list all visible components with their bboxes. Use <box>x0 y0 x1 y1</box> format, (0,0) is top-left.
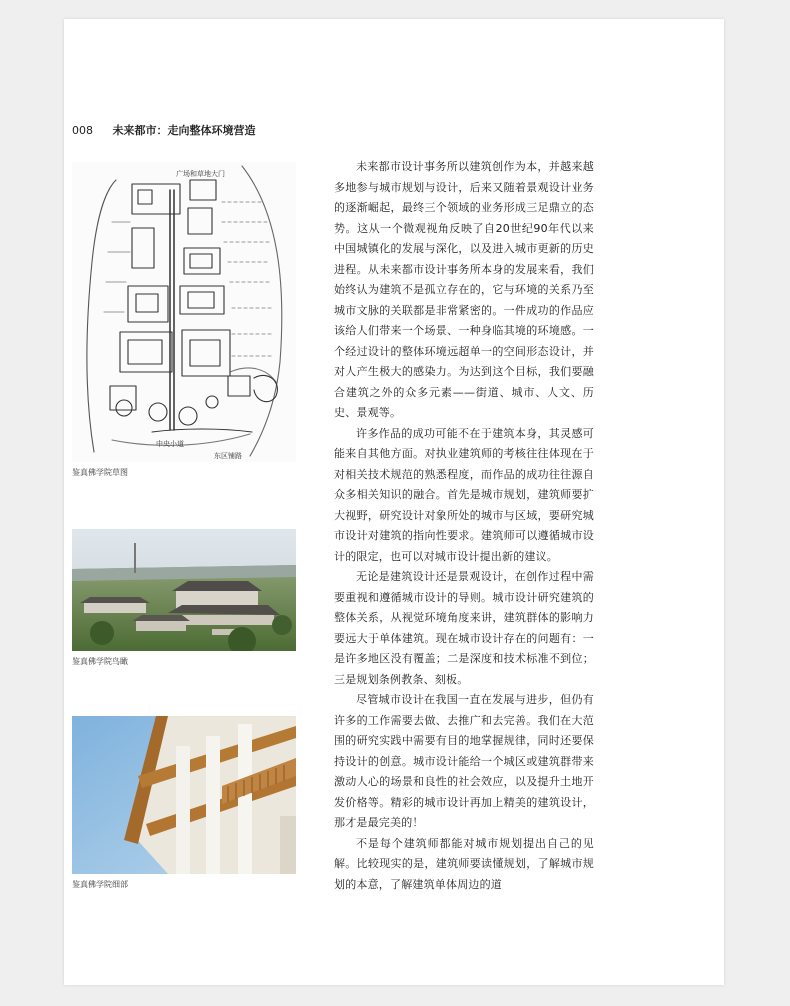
detail-photo-drawing <box>72 716 296 874</box>
figure-caption: 鉴真佛学院细部 <box>72 880 128 889</box>
sketch-note-a: 中央小道 <box>156 440 184 448</box>
figure-detail <box>72 716 296 890</box>
aerial-photo-drawing <box>72 529 296 651</box>
figure-sketch <box>72 162 296 478</box>
sketch-plan-drawing <box>72 162 296 462</box>
detail-photo-image <box>72 716 296 874</box>
article-body <box>334 157 594 895</box>
aerial-photo-image <box>72 529 296 651</box>
chapter-title: 未来都市：走向整体环境营造 <box>112 124 256 137</box>
paragraph: 尽管城市设计在我国一直在发展与进步，但仍有许多的工作需要去做、去推广和去完善。我们在大范围的研究实践中需要有目的地掌握规律，同时还要保持设计的创意。城市设计能给一个城区或建筑群带来激动人心的场景和良性的社会效应，以及提升土地开发价格等。精彩的城市设计再加上精美的建筑设计，那才是最完美的！ <box>334 693 594 829</box>
paragraph: 不是每个建筑师都能对城市规划提出自己的见解。比较现实的是，建筑师要读懂规划，了解城市规划的本意，了解建筑单体周边的道 <box>334 836 594 891</box>
page-header <box>72 122 256 138</box>
sketch-note-b: 东区铺路 <box>214 452 242 460</box>
sketch-plan-image <box>72 162 296 462</box>
figure-caption: 鉴真佛学院鸟瞰 <box>72 657 128 666</box>
page-number: 008 <box>72 124 93 137</box>
figure-aerial <box>72 529 296 667</box>
paragraph: 未来都市设计事务所以建筑创作为本，并越来越多地参与城市规划与设计，后来又随着景观设计业务的逐渐崛起，最终三个领域的业务形成三足鼎立的态势。这从一个微观视角反映了自20世纪90年代以来中国城镇化的发展与深化，以及进入城市更新的历史进程。从未来都市设计事务所本身的发展来看，我们始终认为建筑不是孤立存在的，它与环境的关系乃至城市文脉的关联都是非常紧密的。一件成功的作品应该给人们带来一个场景、一种身临其境的环境感。一个经过设计的整体环境远超单一的空间形态设计，并对人产生极大的感染力。为达到这个目标，我们要融合建筑之外的众多元素——街道、城市、人文、历史、景观等。 <box>334 160 594 419</box>
figure-caption: 鉴真佛学院草图 <box>72 468 128 477</box>
paragraph: 许多作品的成功可能不在于建筑本身，其灵感可能来自其他方面。对执业建筑师的考核往往体现在于对相关技术规范的熟悉程度，而作品的成功往往源自众多相关知识的融合。首先是城市规划，建筑师要扩大视野，研究设计对象所处的城市与区域，要研究城市设计对建筑的指向性要求。建筑师可以遵循城市设计的限定，也可以对城市设计提出新的建议。 <box>334 426 594 563</box>
paragraph: 无论是建筑设计还是景观设计，在创作过程中需要重视和遵循城市设计的导则。城市设计研究建筑的整体关系，从视觉环境角度来讲，建筑群体的影响力要远大于单体建筑。现在城市设计存在的问题有：一是许多地区没有覆盖；二是深度和技术标准不到位；三是规划条例教条、刻板。 <box>334 570 594 686</box>
sketch-note-c: 广场和草地大门 <box>176 170 225 178</box>
